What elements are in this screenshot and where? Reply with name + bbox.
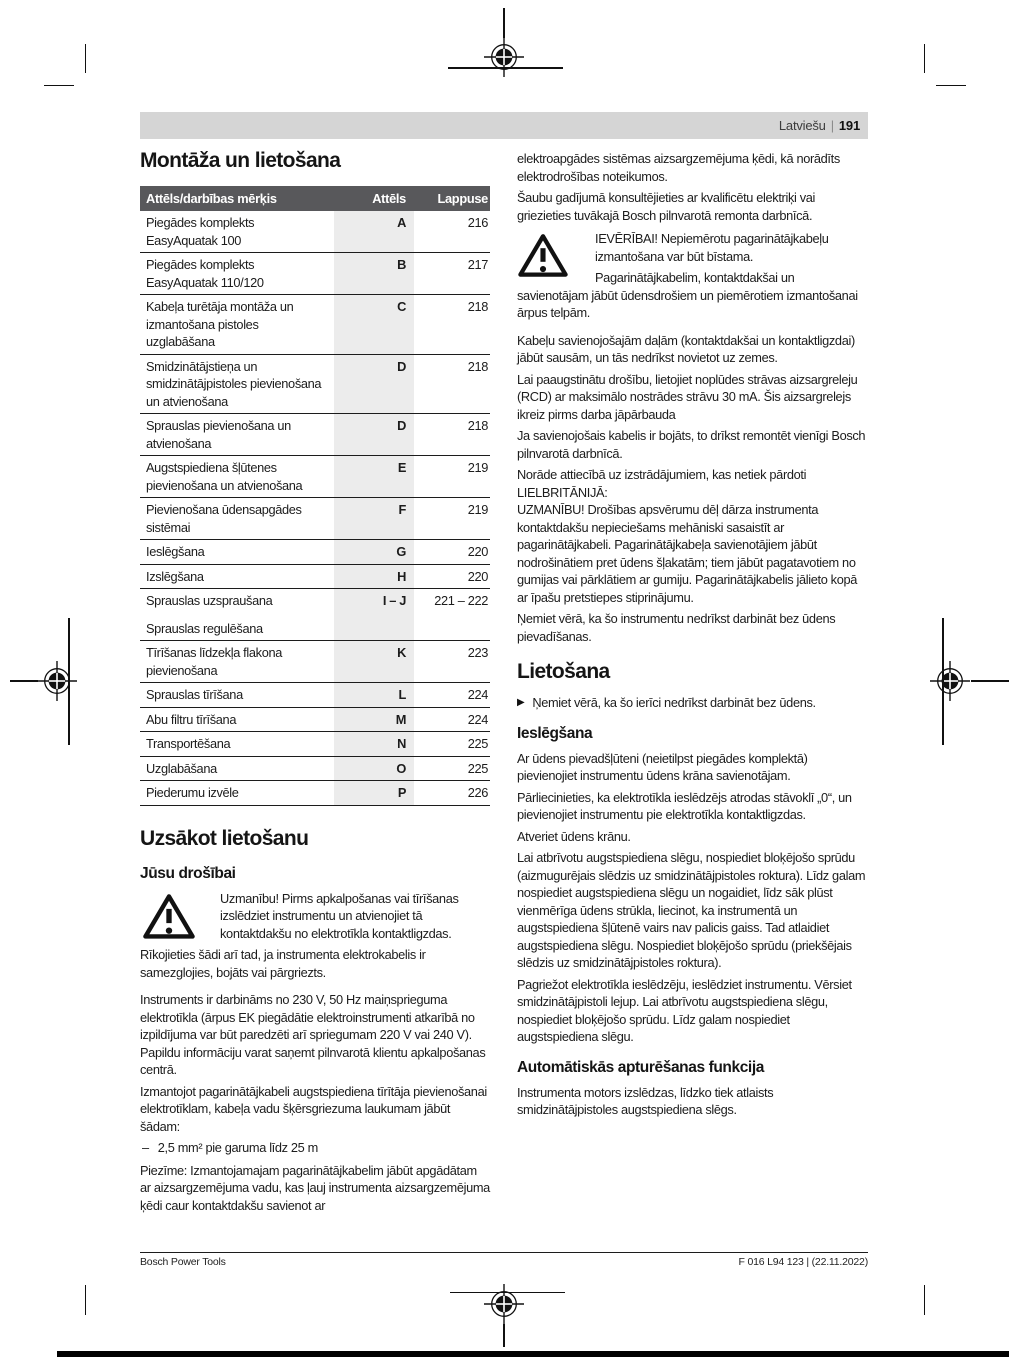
trim-line bbox=[503, 8, 504, 38]
warning-triangle-icon bbox=[142, 892, 196, 940]
row-purpose-cell bbox=[140, 707, 334, 732]
subsection-heading-drosibai: Jūsu drošībai bbox=[140, 864, 236, 882]
footer-brand: Bosch Power Tools bbox=[140, 1256, 226, 1268]
row-figure-cell: F bbox=[334, 498, 414, 540]
footer-document-code: F 016 L94 123 | (22.11.2022) bbox=[738, 1256, 868, 1268]
paragraph: Pārliecinieties, ka elektrotīkla ieslēdzējs atrodas stāvoklī „0“, un pievienojiet instrumentu pie elektrotīkla kontaktligzdas. bbox=[517, 789, 852, 822]
paragraph: Instrumenta motors izslēdzas, līdzko tiek atlaists smidzinātājpistoles augstspiediena slēgs. bbox=[517, 1084, 774, 1117]
paragraph: Atveriet ūdens krānu. bbox=[517, 828, 631, 844]
page-header-band bbox=[140, 112, 868, 139]
registration-mark-bottom bbox=[484, 1284, 524, 1324]
page-footer bbox=[140, 1252, 868, 1268]
row-figure-cell: C bbox=[334, 295, 414, 355]
table-row bbox=[140, 414, 490, 456]
row-page-cell: 217 bbox=[414, 253, 490, 295]
table-row bbox=[140, 707, 490, 732]
row-purpose-cell bbox=[140, 641, 334, 683]
table-row bbox=[140, 589, 490, 641]
trim-line bbox=[10, 680, 38, 681]
row-purpose-text: Abu filtru tīrīšana bbox=[146, 711, 237, 727]
crop-mark bbox=[924, 1285, 925, 1315]
warning-text: Rīkojieties šādi arī tad, ja instrumenta elektrokabelis ir samezglojies, bojāts vai pārgriezts. bbox=[140, 947, 426, 980]
safety-warning-block bbox=[140, 890, 490, 986]
paragraph: Ja savienojošais kabelis ir bojāts, to drīkst remontēt vienīgi Bosch pilnvarotā darbnīcā. bbox=[517, 428, 866, 461]
left-column bbox=[140, 148, 490, 1218]
row-figure-cell: A bbox=[334, 211, 414, 253]
section-heading-montaza: Montāža un lietošana bbox=[140, 149, 341, 172]
registration-mark-right bbox=[930, 661, 970, 701]
row-purpose-text: Piegādes komplekts EasyAquatak 110/120 bbox=[146, 257, 264, 290]
paragraph: Pagriežot elektrotīkla ieslēdzēju, ieslēdziet instrumentu. Vērsiet smidzinātājpistoli lejup. Lai atbrīvotu augstspiediena slēgu, nospiediet bloķējošo sprūdu. Līdz galam nospiediet augstspiediena slēgu. bbox=[517, 976, 852, 1044]
trim-line bbox=[448, 67, 563, 68]
page-number: 191 bbox=[838, 118, 860, 133]
row-figure-cell: B bbox=[334, 253, 414, 295]
language-label: Latviešu bbox=[778, 118, 826, 133]
row-purpose-text: Pievienošana ūdensapgādes sistēmai bbox=[146, 502, 302, 535]
row-page-cell: 221 – 222 bbox=[414, 589, 490, 641]
row-page-cell: 224 bbox=[414, 683, 490, 708]
row-figure-cell: N bbox=[334, 732, 414, 757]
row-purpose-text: Ieslēgšana bbox=[146, 544, 205, 559]
list-item bbox=[142, 1139, 490, 1157]
subsection-heading-ieslegsana: Ieslēgšana bbox=[517, 724, 593, 742]
row-purpose-text: Smidzinātājstieņa un smidzinātājpistoles pievienošana un atvienošana bbox=[146, 358, 322, 409]
paragraph: Instruments ir darbināms no 230 V, 50 Hz maiņsprieguma elektrotīkla (ārpus EK piegādātie elektroinstrumenti atkarībā no izpildījuma var būt paredzēti arī spriegumam 220 V vai 240 V). Papildu informāciju varat saņemt pilnvarotā klientu apkalpošanas centrā. bbox=[140, 992, 486, 1077]
table-header-row bbox=[140, 186, 490, 211]
row-purpose-text: Piegādes komplekts EasyAquatak 100 bbox=[146, 215, 255, 248]
row-purpose-text: Kabeļa turētāja montāža un izmantošana pistoles uzglabāšana bbox=[146, 299, 294, 349]
trim-line bbox=[971, 680, 1009, 681]
row-page-cell: 220 bbox=[414, 564, 490, 589]
warning-triangle-icon bbox=[517, 232, 569, 278]
crop-mark bbox=[85, 1285, 86, 1315]
section-heading-lietosana: Lietošana bbox=[517, 660, 610, 683]
row-page-cell: 224 bbox=[414, 707, 490, 732]
row-purpose-cell bbox=[140, 295, 334, 355]
row-page-cell: 219 bbox=[414, 498, 490, 540]
table-row bbox=[140, 564, 490, 589]
trim-line bbox=[68, 618, 69, 745]
table-row bbox=[140, 756, 490, 781]
row-figure-cell: H bbox=[334, 564, 414, 589]
row-page-cell: 216 bbox=[414, 211, 490, 253]
row-purpose-cell bbox=[140, 781, 334, 806]
table-row bbox=[140, 354, 490, 414]
registration-mark-top bbox=[484, 37, 524, 77]
paragraph: Šaubu gadījumā konsultējieties ar kvalificētu elektriķi vai griezieties tuvākajā Bosch pilnvarotā remonta darbnīcā. bbox=[517, 190, 816, 223]
row-page-cell: 225 bbox=[414, 732, 490, 757]
row-figure-cell: L bbox=[334, 683, 414, 708]
row-purpose-cell bbox=[140, 756, 334, 781]
row-figure-cell: D bbox=[334, 414, 414, 456]
paragraph: Kabeļu savienojošajām daļām (kontaktdakšai un kontaktligzdai) jābūt sausām, un tās nedrīkst novietot uz zemes. bbox=[517, 332, 855, 365]
paragraph: UZMANĪBU! Drošības apsvērumu dēļ dārza instrumenta kontaktdakšu nepieciešams mehāniski sasaistīt ar pagarinātājkabeli. Pagarinātājkabeļa savienotājiem jābūt nodrošinātiem pret ūdens šļakatām; tiem jābūt pagatavotiem no gumijas vai pārklātiem ar gumiju. Pagarinātājkabelis jālieto kopā ar īpašu pretstiepes stiprinājumu. bbox=[517, 502, 858, 605]
registration-mark-left bbox=[37, 661, 77, 701]
row-purpose-text-2: Sprauslas regulēšana bbox=[146, 620, 263, 636]
safety-note-text: Ņemiet vērā, ka šo ierīci nedrīkst darbināt bez ūdens. bbox=[532, 695, 816, 710]
row-purpose-text: Sprauslas tīrīšana bbox=[146, 687, 243, 702]
row-purpose-text: Augstspiediena šļūtenes pievienošana un atvienošana bbox=[146, 460, 303, 493]
row-page-cell: 219 bbox=[414, 456, 490, 498]
row-figure-cell: I – J bbox=[334, 589, 414, 641]
table-row bbox=[140, 641, 490, 683]
row-purpose-text: Sprauslas uzspraušana bbox=[146, 593, 273, 608]
warning-text: Pagarinātājkabelim, kontaktdakšai un savienotājam jābūt ūdensdrošiem un piemērotiem izmantošanai ārpus telpām. bbox=[517, 270, 858, 320]
table-row bbox=[140, 456, 490, 498]
row-purpose-text: Transportēšana bbox=[146, 736, 231, 751]
warning-text: IEVĒRĪBAI! Nepiemērotu pagarinātājkabeļu izmantošana var būt bīstama. bbox=[595, 231, 829, 264]
paragraph: Norāde attiecībā uz izstrādājumiem, kas netiek pārdoti LIELBRITĀNIJĀ: bbox=[517, 467, 807, 500]
row-purpose-text: Tīrīšanas līdzekļa flakona pievienošana bbox=[146, 645, 283, 678]
right-column bbox=[517, 150, 868, 1123]
paragraph: Piezīme: Izmantojamajam pagarinātājkabelim jābūt apgādātam ar aizsargzemējuma vadu, kas ļauj instrumenta aizsargzemējuma ķēdi caur kontaktdakšu savienot ar bbox=[140, 1162, 490, 1213]
trim-line bbox=[942, 618, 943, 745]
crop-mark bbox=[924, 44, 925, 73]
row-figure-cell: M bbox=[334, 707, 414, 732]
row-purpose-cell bbox=[140, 211, 334, 253]
paragraph: Ar ūdens pievadšļūteni (neietilpst piegādes komplektā) pievienojiet instrumentu ūdens krāna savienotājam. bbox=[517, 750, 808, 783]
trim-line bbox=[503, 1324, 504, 1347]
crop-mark bbox=[85, 44, 86, 73]
trim-line bbox=[450, 1292, 565, 1293]
row-figure-cell: O bbox=[334, 756, 414, 781]
row-purpose-cell bbox=[140, 498, 334, 540]
table-row bbox=[140, 732, 490, 757]
paragraph: Lai atbrīvotu augstspiediena slēgu, nospiediet bloķējošo sprūdu (aizmugurējais slēdzis uz smidzinātājpistoles roktura). Līdz galam nospiediet augstspiediena slēgu un nogaidiet, līdz sāk plūst vienmērīga ūdens strūkla, liecinot, ka instrumentā un augstspiediena šļūtenē vairs nav palicis gaiss. Tad atlaidiet augstspiediena slēgu. Nospiediet bloķējošo sprūdu (priekšējais slēdzis uz smidzinātājpistoles roktura). bbox=[517, 850, 866, 970]
row-purpose-cell bbox=[140, 683, 334, 708]
warning-text: Uzmanību! Pirms apkalpošanas vai tīrīšanas izslēdziet instrumentu un atvienojiet tā kontaktdakšu no elektrotīkla kontaktligzdas. bbox=[220, 890, 459, 941]
row-purpose-cell bbox=[140, 414, 334, 456]
figure-table-body bbox=[140, 211, 490, 805]
extension-cable-warning-block bbox=[517, 230, 868, 326]
row-purpose-cell bbox=[140, 564, 334, 589]
table-row bbox=[140, 211, 490, 253]
table-row bbox=[140, 295, 490, 355]
crop-mark bbox=[936, 85, 966, 86]
row-figure-cell: P bbox=[334, 781, 414, 806]
row-purpose-cell bbox=[140, 253, 334, 295]
row-page-cell: 226 bbox=[414, 781, 490, 806]
row-purpose-text: Uzglabāšana bbox=[146, 760, 217, 776]
row-purpose-cell bbox=[140, 456, 334, 498]
crop-mark bbox=[44, 85, 74, 86]
col-header-purpose: Attēls/darbības mērķis bbox=[140, 186, 334, 211]
subsection-heading-automatiska: Automātiskās apturēšanas funkcija bbox=[517, 1058, 764, 1076]
row-page-cell: 218 bbox=[414, 354, 490, 414]
section-heading-uzsakot: Uzsākot lietošanu bbox=[140, 826, 309, 850]
header-separator: | bbox=[830, 118, 834, 133]
row-purpose-cell bbox=[140, 732, 334, 757]
row-figure-cell: E bbox=[334, 456, 414, 498]
list-item-text: 2,5 mm² pie garuma līdz 25 m bbox=[157, 1140, 318, 1155]
row-page-cell: 220 bbox=[414, 540, 490, 565]
row-page-cell: 218 bbox=[414, 414, 490, 456]
col-header-page: Lappuse bbox=[414, 186, 490, 211]
row-page-cell: 223 bbox=[414, 641, 490, 683]
table-row bbox=[140, 683, 490, 708]
paragraph: Ņemiet vērā, ka šo instrumentu nedrīkst darbināt bez ūdens pievadīšanas. bbox=[517, 611, 836, 644]
dash-bullet: – bbox=[142, 1140, 149, 1155]
row-page-cell: 225 bbox=[414, 756, 490, 781]
row-purpose-cell bbox=[140, 354, 334, 414]
table-row bbox=[140, 253, 490, 295]
row-figure-cell: K bbox=[334, 641, 414, 683]
paragraph: elektroapgādes sistēmas aizsargzemējuma ķēdi, kā norādīts elektrodrošības noteikumos. bbox=[517, 151, 840, 184]
row-figure-cell: G bbox=[334, 540, 414, 565]
col-header-figure: Attēls bbox=[334, 186, 414, 211]
paragraph: Lai paaugstinātu drošību, lietojiet noplūdes strāvas aizsargreleju (RCD) ar maksimālo nostrādes strāvu 30 mA. Šis aizsargrelejs ikreiz pirms darba jāpārbauda bbox=[517, 371, 858, 422]
row-purpose-text: Sprauslas pievienošana un atvienošana bbox=[146, 418, 291, 451]
row-purpose-text: Piederumu izvēle bbox=[146, 785, 239, 800]
table-row bbox=[140, 498, 490, 540]
bottom-print-bar bbox=[57, 1351, 1009, 1357]
paragraph: Izmantojot pagarinātājkabeli augstspiediena tīrītāja pievienošanai elektrotīklam, kabeļa vadu šķērsgriezuma laukumam jābūt šādam: bbox=[140, 1083, 487, 1134]
row-purpose-cell bbox=[140, 540, 334, 565]
safety-note-item bbox=[517, 694, 868, 712]
row-purpose-cell bbox=[140, 589, 334, 641]
row-figure-cell: D bbox=[334, 354, 414, 414]
table-row bbox=[140, 781, 490, 806]
table-row bbox=[140, 540, 490, 565]
arrow-bullet-icon: ▶ bbox=[517, 697, 525, 708]
row-page-cell: 218 bbox=[414, 295, 490, 355]
row-purpose-text: Izslēgšana bbox=[146, 568, 204, 584]
figure-reference-table bbox=[140, 186, 490, 806]
